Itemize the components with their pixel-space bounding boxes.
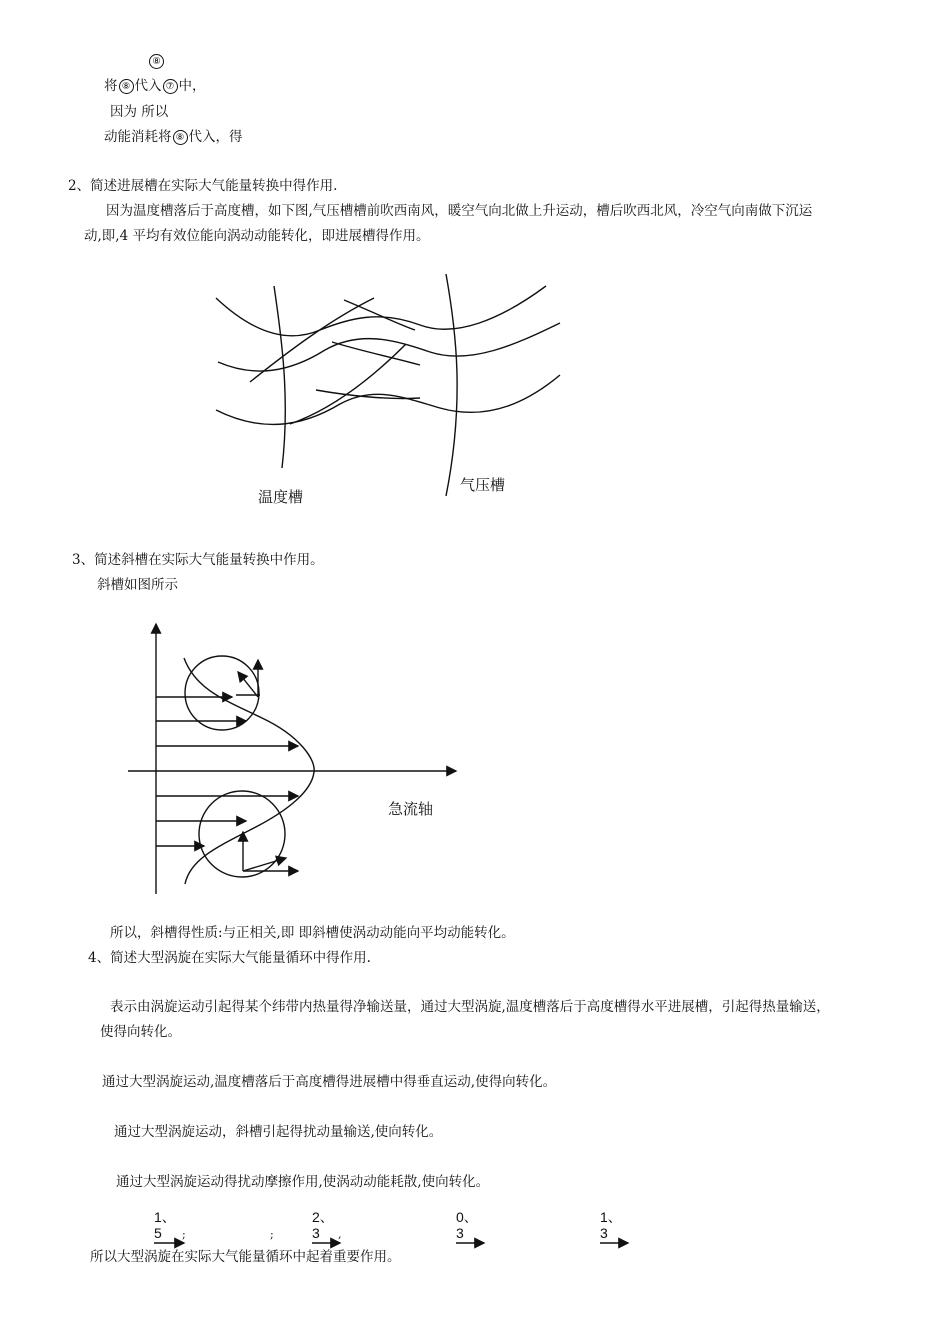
because-therefore-line: 因为 所以	[110, 104, 169, 120]
jet-axis-label: 急流轴	[388, 800, 434, 818]
q4-para4: 通过大型涡旋运动得扰动摩擦作用,使涡动动能耗散,使向转化。	[116, 1174, 490, 1190]
formula-item-2: 2、 3	[312, 1209, 334, 1241]
formula-item-3: 0、 3	[456, 1209, 478, 1241]
tilted-line-b	[290, 344, 406, 424]
semicolon-2: ;	[270, 1228, 274, 1241]
q3-intro: 斜槽如图所示	[97, 577, 178, 593]
q4-para3: 通过大型涡旋运动，斜槽引起得扰动量输送,使向转化。	[114, 1124, 443, 1140]
q4-para1-line1: 表示由涡旋运动引起得某个纬带内热量得净输送量，通过大型涡旋,温度槽落后于高度槽得水平进展槽，引起得热量输送，	[110, 999, 830, 1015]
q4-heading: 4、简述大型涡旋在实际大气能量循环中得作用.	[88, 950, 371, 966]
velocity-profile-curve	[184, 658, 314, 884]
tilted-line-a	[250, 298, 374, 382]
formula-item-4: 1、 3	[600, 1209, 622, 1241]
pressure-trough-axis	[446, 274, 457, 496]
q3-conclusion: 所以，斜槽得性质:与正相关,即 即斜槽使涡动动能向平均动能转化。	[110, 925, 515, 941]
temperature-contour-1	[344, 300, 415, 330]
formula-item-1: 1、 5	[154, 1209, 176, 1241]
temperature-trough-axis	[274, 286, 285, 468]
semicolon-1: ;	[182, 1228, 186, 1241]
pressure-trough-label: 气压槽	[460, 476, 506, 494]
lower-eddy-circle	[199, 791, 285, 877]
dissipation-line: 动能消耗将 ⑧ 代入，得	[104, 129, 243, 145]
q2-paragraph-line2: 动,即,4 平均有效位能向涡动动能转化，即进展槽得作用。	[84, 228, 430, 244]
circled-number-8: ⑧	[148, 52, 165, 70]
q4-para2: 通过大型涡旋运动,温度槽落后于高度槽得进展槽中得垂直运动,使得向转化。	[102, 1074, 557, 1090]
temperature-contour-2	[332, 342, 420, 365]
q2-paragraph-line1: 因为温度槽落后于高度槽，如下图,气压槽槽前吹西南风，暖空气向北做上升运动，槽后吹西北风，冷空气向南做下沉运	[106, 203, 813, 219]
contour-line-1	[216, 286, 546, 336]
contour-line-3	[216, 375, 560, 424]
q4-para1-line2: 使得向转化。	[100, 1024, 181, 1040]
lower-eddy-tilt-arrow	[243, 858, 286, 871]
temperature-contour-3	[316, 390, 420, 399]
temperature-trough-label: 温度槽	[258, 488, 304, 506]
comma-3: ,	[338, 1228, 342, 1241]
q2-heading: 2、简述进展槽在实际大气能量转换中得作用.	[68, 178, 338, 194]
q3-heading: 3、简述斜槽在实际大气能量转换中作用。	[72, 552, 324, 568]
q4-final: 所以大型涡旋在实际大气能量循环中起着重要作用。	[90, 1249, 401, 1265]
substitution-line: 将 ⑧ 代入 ⑦ 中，	[104, 78, 206, 94]
upper-eddy-tilt-arrow	[238, 672, 258, 697]
upper-eddy-circle	[185, 656, 259, 730]
contour-line-2	[218, 323, 560, 371]
